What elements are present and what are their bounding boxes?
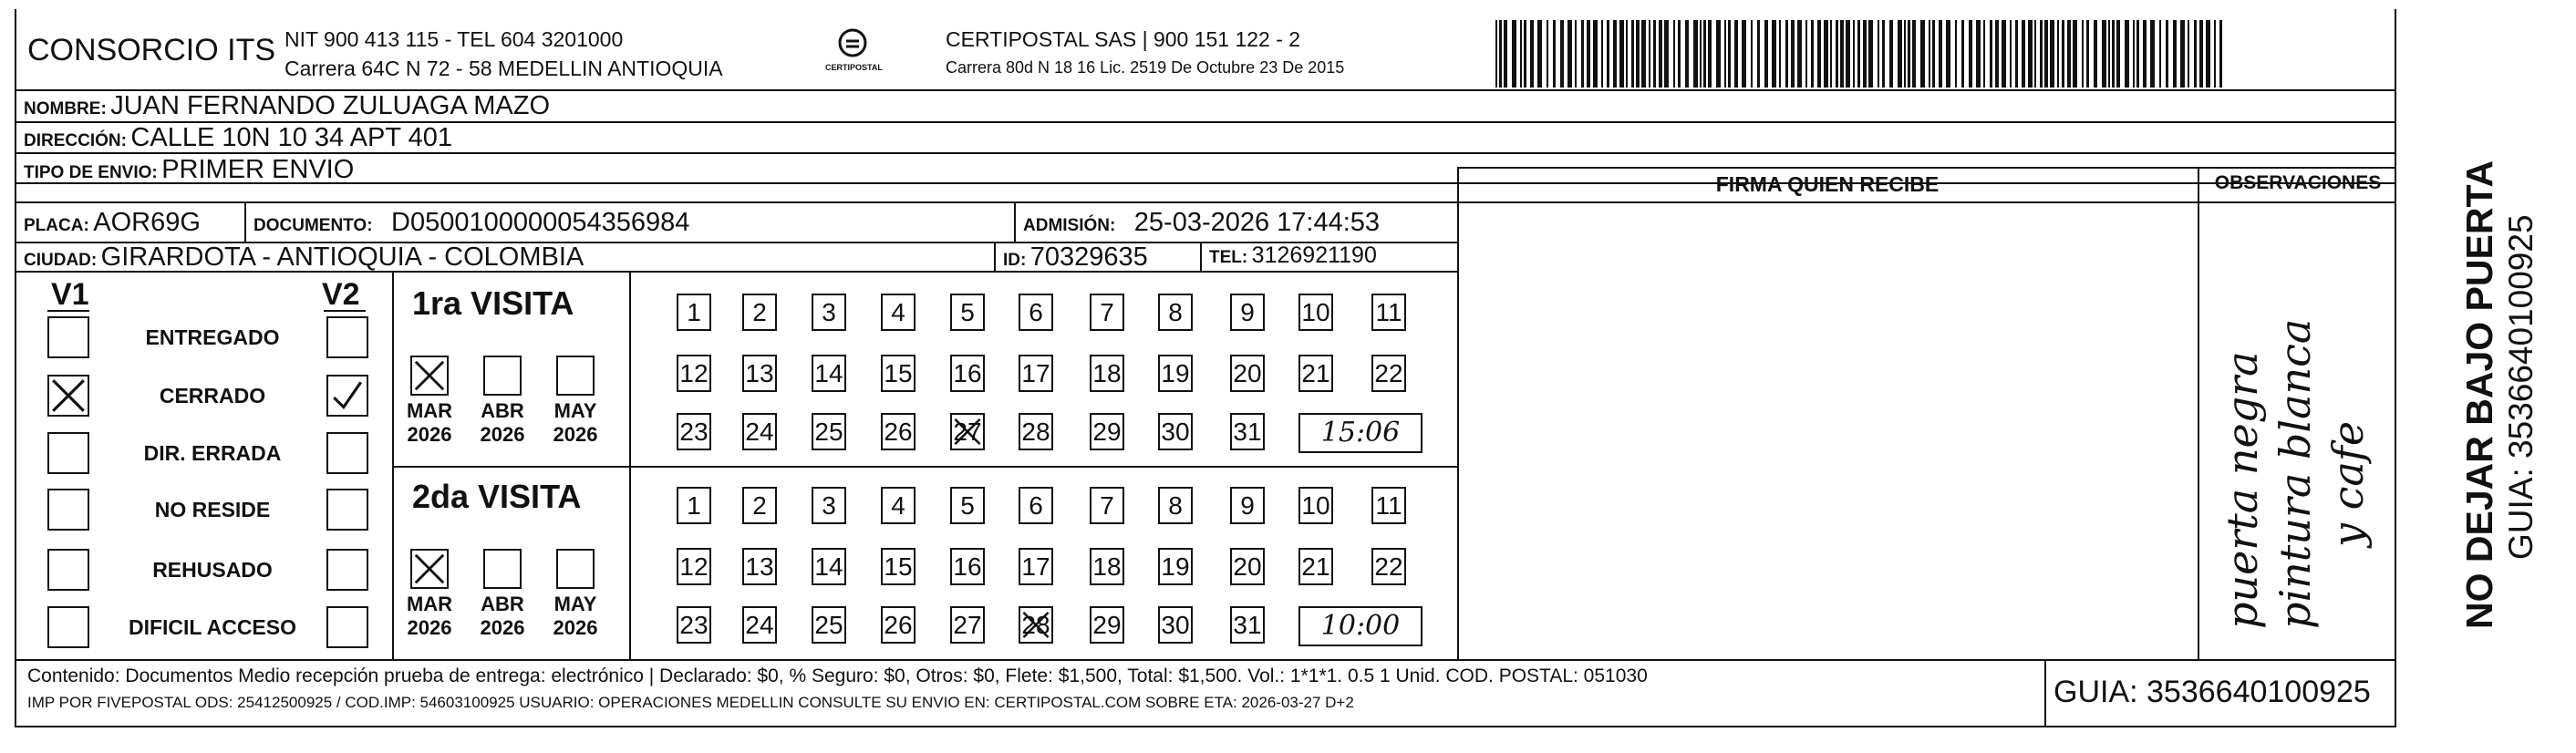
visit-2-time[interactable]: 10:00 bbox=[1298, 606, 1422, 646]
day-box[interactable]: 15 bbox=[881, 355, 916, 392]
barcode-bar bbox=[2062, 20, 2064, 88]
barcode-bar bbox=[1840, 20, 1844, 88]
company-address: Carrera 64C N 72 - 58 MEDELLIN ANTIOQUIA bbox=[284, 57, 723, 80]
day-mark bbox=[1020, 608, 1051, 642]
barcode-bar bbox=[1499, 20, 1502, 88]
id-label: ID: bbox=[1003, 251, 1027, 270]
day-box[interactable]: 25 bbox=[812, 413, 846, 450]
day-box[interactable]: 31 bbox=[1230, 606, 1265, 644]
barcode-bar bbox=[2094, 20, 2097, 88]
day-box[interactable]: 8 bbox=[1158, 487, 1193, 524]
barcode-bar bbox=[1929, 20, 1930, 88]
day-box[interactable]: 14 bbox=[812, 548, 846, 585]
barcode-bar bbox=[1932, 20, 1935, 88]
barcode-bar bbox=[1575, 20, 1577, 88]
barcode-bar bbox=[1868, 20, 1873, 88]
barcode-bar bbox=[2206, 20, 2210, 88]
day-box[interactable]: 3 bbox=[812, 294, 846, 331]
barcode-bar bbox=[1664, 20, 1669, 88]
month-year: 2026 bbox=[553, 616, 598, 639]
barcode-bar bbox=[1976, 20, 1981, 88]
month-year: 2026 bbox=[480, 423, 525, 446]
admission-label: ADMISIÓN: bbox=[1023, 216, 1116, 235]
barcode bbox=[1495, 20, 2225, 88]
month-name: ABR bbox=[481, 593, 524, 615]
barcode-bar bbox=[1703, 20, 1706, 88]
id-value: 70329635 bbox=[1029, 242, 1148, 272]
check-mark-icon bbox=[1020, 608, 1051, 642]
barcode-bar bbox=[2136, 20, 2139, 88]
status-v2-checkbox[interactable] bbox=[326, 375, 368, 417]
day-box[interactable]: 29 bbox=[1090, 606, 1124, 644]
day-box[interactable]: 19 bbox=[1158, 548, 1193, 585]
barcode-bar bbox=[1728, 20, 1731, 88]
barcode-bar bbox=[1659, 20, 1662, 88]
status-label: CERRADO bbox=[159, 384, 266, 407]
barcode-bar bbox=[2188, 20, 2189, 88]
day-box[interactable]: 30 bbox=[1158, 413, 1193, 450]
barcode-bar bbox=[1908, 20, 1910, 88]
barcode-bar bbox=[2108, 20, 2110, 88]
day-box[interactable]: 13 bbox=[742, 548, 777, 585]
day-box[interactable]: 16 bbox=[950, 355, 985, 392]
day-box[interactable]: 15 bbox=[881, 548, 916, 585]
day-box[interactable]: 18 bbox=[1090, 355, 1124, 392]
barcode-bar bbox=[2086, 20, 2089, 88]
day-box[interactable]: 29 bbox=[1090, 413, 1124, 450]
month-name: MAR bbox=[406, 399, 453, 422]
day-box[interactable]: 20 bbox=[1230, 548, 1265, 585]
company-name: CONSORCIO ITS bbox=[27, 33, 276, 67]
status-v2-checkbox[interactable] bbox=[326, 316, 368, 358]
company-nit: NIT 900 413 115 - TEL 604 3201000 bbox=[284, 27, 624, 51]
barcode-bar bbox=[1587, 20, 1590, 88]
logo-icon bbox=[837, 27, 868, 58]
barcode-bar bbox=[2050, 20, 2054, 88]
barcode-bar bbox=[2116, 20, 2120, 88]
status-label: REHUSADO bbox=[152, 558, 273, 582]
barcode-bar bbox=[2143, 20, 2147, 88]
plate-value: AOR69G bbox=[93, 208, 201, 237]
day-box[interactable]: 18 bbox=[1090, 548, 1124, 585]
barcode-bar bbox=[2180, 20, 2185, 88]
month-checkbox[interactable] bbox=[410, 356, 449, 396]
day-box[interactable]: 27 bbox=[950, 413, 985, 450]
barcode-bar bbox=[1626, 20, 1628, 88]
barcode-bar bbox=[1716, 20, 1721, 88]
admission-cell bbox=[1023, 208, 1380, 238]
status-v2-checkbox[interactable] bbox=[326, 549, 368, 591]
barcode-bar bbox=[2067, 20, 2071, 88]
barcode-bar bbox=[1846, 20, 1850, 88]
barcode-bar bbox=[1878, 20, 1879, 88]
footer-imp: IMP POR FIVEPOSTAL ODS: 25412500925 / COD.IMP: 54603100925 USUARIO: OPERACIONES MEDELLIN CONSULTE SU ENVIO EN: CERTIPOSTAL.COM SOBRE ETA: 2026-03-27 D+2 bbox=[27, 694, 1354, 711]
day-box[interactable]: 4 bbox=[881, 294, 916, 331]
month-name: MAY bbox=[553, 399, 597, 422]
obs-line-3: y cafe bbox=[2323, 420, 2373, 547]
barcode-bar bbox=[2159, 20, 2161, 88]
day-box[interactable]: 8 bbox=[1158, 294, 1193, 331]
month-year: 2026 bbox=[407, 423, 452, 446]
barcode-bar bbox=[1969, 20, 1972, 88]
month-label bbox=[543, 399, 607, 447]
barcode-bar bbox=[2112, 20, 2115, 88]
barcode-bar bbox=[1724, 20, 1726, 88]
day-box[interactable]: 16 bbox=[950, 548, 985, 585]
barcode-bar bbox=[1990, 20, 1992, 88]
barcode-bar bbox=[1512, 20, 1516, 88]
month-label bbox=[543, 593, 607, 640]
day-box[interactable]: 25 bbox=[812, 606, 846, 644]
barcode-bar bbox=[2219, 20, 2222, 88]
address-row bbox=[24, 123, 452, 153]
barcode-bar bbox=[1547, 20, 1548, 88]
barcode-bar bbox=[2044, 20, 2048, 88]
certipostal-logo bbox=[825, 27, 883, 72]
status-label: DIFICIL ACCESO bbox=[128, 615, 296, 639]
barcode-bar bbox=[1607, 20, 1609, 88]
obs-line-2: pintura blanca bbox=[2271, 318, 2320, 629]
day-box[interactable]: 6 bbox=[1019, 487, 1053, 524]
barcode-bar bbox=[1613, 20, 1617, 88]
status-v1-checkbox[interactable] bbox=[47, 606, 89, 648]
barcode-bar bbox=[1889, 20, 1893, 88]
barcode-bar bbox=[1882, 20, 1885, 88]
barcode-bar bbox=[1772, 20, 1776, 88]
barcode-bar bbox=[1700, 20, 1702, 88]
visit-1-time[interactable]: 15:06 bbox=[1298, 413, 1422, 453]
barcode-bar bbox=[2057, 20, 2059, 88]
day-box[interactable]: 17 bbox=[1019, 355, 1053, 392]
day-box[interactable]: 5 bbox=[950, 487, 985, 524]
signature-area[interactable] bbox=[1459, 202, 2196, 656]
day-box[interactable]: 10 bbox=[1298, 487, 1333, 524]
barcode-bar bbox=[1495, 20, 1497, 88]
barcode-bar bbox=[1553, 20, 1556, 88]
month-checkbox[interactable] bbox=[556, 549, 595, 589]
barcode-bar bbox=[2022, 20, 2025, 88]
status-v2-checkbox[interactable] bbox=[326, 489, 368, 531]
side-guide-number: GUIA: 3536640100925 bbox=[2502, 214, 2540, 560]
barcode-bar bbox=[1764, 20, 1768, 88]
day-box[interactable]: 28 bbox=[1019, 606, 1053, 644]
tel-value: 3126921190 bbox=[1251, 242, 1377, 268]
barcode-bar bbox=[1857, 20, 1860, 88]
barcode-bar bbox=[1961, 20, 1964, 88]
barcode-bar bbox=[2199, 20, 2203, 88]
month-checkbox[interactable] bbox=[410, 549, 449, 589]
tel-cell bbox=[1209, 242, 1377, 269]
status-v1-checkbox[interactable] bbox=[47, 316, 89, 358]
barcode-bar bbox=[1995, 20, 1999, 88]
barcode-bar bbox=[1805, 20, 1807, 88]
month-checkbox[interactable] bbox=[483, 356, 522, 396]
barcode-bar bbox=[1912, 20, 1916, 88]
day-box[interactable]: 1 bbox=[677, 294, 711, 331]
day-box[interactable]: 3 bbox=[812, 487, 846, 524]
day-box[interactable]: 5 bbox=[950, 294, 985, 331]
month-checkbox[interactable] bbox=[556, 356, 595, 396]
day-box[interactable]: 10 bbox=[1298, 294, 1333, 331]
barcode-bar bbox=[2028, 20, 2033, 88]
status-v1-checkbox[interactable] bbox=[47, 489, 89, 531]
barcode-bar bbox=[1955, 20, 1957, 88]
month-year: 2026 bbox=[480, 616, 525, 639]
courier-license: Carrera 80d N 18 16 Lic. 2519 De Octubre 23 De 2015 bbox=[946, 58, 1345, 77]
day-box[interactable]: 23 bbox=[677, 606, 711, 644]
status-v1-checkbox[interactable] bbox=[47, 375, 89, 417]
barcode-bar bbox=[2194, 20, 2197, 88]
day-box[interactable]: 20 bbox=[1230, 355, 1265, 392]
tel-label: TEL: bbox=[1209, 248, 1248, 267]
barcode-bar bbox=[1920, 20, 1925, 88]
plate-label: PLACA: bbox=[24, 216, 89, 235]
day-box[interactable]: 24 bbox=[742, 413, 777, 450]
day-box[interactable]: 31 bbox=[1230, 413, 1265, 450]
barcode-bar bbox=[2034, 20, 2036, 88]
barcode-bar bbox=[1678, 20, 1681, 88]
day-box[interactable]: 19 bbox=[1158, 355, 1193, 392]
barcode-bar bbox=[2150, 20, 2155, 88]
day-box[interactable]: 6 bbox=[1019, 294, 1053, 331]
document-value: D0500100000054356984 bbox=[391, 208, 690, 237]
month-name: ABR bbox=[481, 399, 524, 422]
barcode-bar bbox=[1939, 20, 1942, 88]
barcode-bar bbox=[1619, 20, 1624, 88]
footer-content: Contenido: Documentos Medio recepción prueba de entrega: electrónico | Declarado: $0, % Seguro: $0, Otros: $0, Flete: $1,500, Total: $1,500. Vol.: 1*1*1. 0.5 1 Unid. COD. POSTAL: 051030 bbox=[27, 665, 1648, 686]
barcode-bar bbox=[1560, 20, 1564, 88]
barcode-bar bbox=[1983, 20, 1985, 88]
admission-value: 25-03-2026 17:44:53 bbox=[1133, 208, 1381, 237]
check-mark-icon bbox=[412, 357, 447, 394]
barcode-bar bbox=[1673, 20, 1675, 88]
barcode-bar bbox=[1785, 20, 1788, 88]
barcode-bar bbox=[2015, 20, 2018, 88]
signature-header: FIRMA QUIEN RECIBE bbox=[1715, 172, 1940, 196]
document-label: DOCUMENTO: bbox=[253, 216, 373, 235]
barcode-bar bbox=[1631, 20, 1634, 88]
day-box[interactable]: 1 bbox=[677, 487, 711, 524]
day-box[interactable]: 2 bbox=[742, 294, 777, 331]
barcode-bar bbox=[1653, 20, 1656, 88]
check-mark-icon bbox=[328, 376, 367, 415]
day-box[interactable]: 28 bbox=[1019, 413, 1053, 450]
barcode-bar bbox=[1530, 20, 1534, 88]
barcode-bar bbox=[1524, 20, 1526, 88]
day-box[interactable]: 17 bbox=[1019, 548, 1053, 585]
barcode-bar bbox=[2214, 20, 2216, 88]
barcode-bar bbox=[1757, 20, 1760, 88]
visit-1-title: 1ra VISITA bbox=[412, 284, 574, 322]
barcode-bar bbox=[1636, 20, 1640, 88]
status-v1-checkbox[interactable] bbox=[47, 549, 89, 591]
day-box[interactable]: 21 bbox=[1298, 355, 1333, 392]
month-checkbox[interactable] bbox=[483, 549, 522, 589]
day-mark bbox=[952, 415, 983, 449]
obs-line-1: puerta negra bbox=[2218, 351, 2267, 629]
observations-handwriting bbox=[2216, 319, 2374, 629]
day-box[interactable]: 7 bbox=[1090, 294, 1124, 331]
day-box[interactable]: 14 bbox=[812, 355, 846, 392]
barcode-bar bbox=[1504, 20, 1507, 88]
day-box[interactable]: 9 bbox=[1230, 487, 1265, 524]
month-name: MAY bbox=[553, 593, 597, 615]
barcode-bar bbox=[1520, 20, 1522, 88]
barcode-bar bbox=[1824, 20, 1828, 88]
document-cell bbox=[253, 208, 689, 238]
barcode-bar bbox=[1649, 20, 1650, 88]
plate-cell bbox=[24, 208, 201, 238]
barcode-bar bbox=[1904, 20, 1906, 88]
month-label bbox=[471, 593, 534, 640]
barcode-bar bbox=[1811, 20, 1814, 88]
day-box[interactable]: 21 bbox=[1298, 548, 1333, 585]
barcode-bar bbox=[2102, 20, 2106, 88]
barcode-bar bbox=[2173, 20, 2177, 88]
barcode-bar bbox=[1685, 20, 1689, 88]
no-dejar-label: NO DEJAR BAJO PUERTA bbox=[2458, 160, 2500, 629]
barcode-bar bbox=[1593, 20, 1598, 88]
barcode-bar bbox=[1830, 20, 1832, 88]
name-label: NOMBRE: bbox=[24, 99, 107, 119]
barcode-bar bbox=[1946, 20, 1950, 88]
barcode-bar bbox=[2040, 20, 2043, 88]
type-label: TIPO DE ENVIO: bbox=[24, 163, 158, 182]
day-box[interactable]: 30 bbox=[1158, 606, 1193, 644]
city-value: GIRARDOTA - ANTIOQUIA - COLOMBIA bbox=[100, 242, 585, 272]
day-box[interactable]: 26 bbox=[881, 413, 916, 450]
visit-2-title: 2da VISITA bbox=[412, 478, 582, 515]
month-label bbox=[398, 593, 461, 640]
address-label: DIRECCIÓN: bbox=[24, 131, 127, 150]
day-box[interactable]: 9 bbox=[1230, 294, 1265, 331]
month-year: 2026 bbox=[407, 616, 452, 639]
barcode-bar bbox=[1537, 20, 1542, 88]
status-v2-checkbox[interactable] bbox=[326, 432, 368, 474]
logo-text: CERTIPOSTAL bbox=[825, 63, 883, 72]
barcode-bar bbox=[1797, 20, 1802, 88]
v1-label: V1 bbox=[51, 277, 89, 312]
recipient-address: CALLE 10N 10 34 APT 401 bbox=[130, 123, 452, 152]
barcode-bar bbox=[1817, 20, 1821, 88]
month-label bbox=[398, 399, 461, 447]
day-box[interactable]: 22 bbox=[1371, 355, 1406, 392]
observations-header: OBSERVACIONES bbox=[2214, 172, 2382, 193]
barcode-bar bbox=[1853, 20, 1855, 88]
shipment-type: PRIMER ENVIO bbox=[161, 155, 355, 184]
day-box[interactable]: 13 bbox=[742, 355, 777, 392]
barcode-bar bbox=[1863, 20, 1867, 88]
day-box[interactable]: 23 bbox=[677, 413, 711, 450]
check-mark-icon bbox=[952, 415, 983, 449]
barcode-bar bbox=[2002, 20, 2006, 88]
barcode-bar bbox=[1779, 20, 1781, 88]
barcode-bar bbox=[1751, 20, 1753, 88]
day-box[interactable]: 12 bbox=[677, 548, 711, 585]
footer-guide: GUIA: 3536640100925 bbox=[2054, 675, 2371, 709]
day-box[interactable]: 2 bbox=[742, 487, 777, 524]
barcode-bar bbox=[1742, 20, 1746, 88]
day-box[interactable]: 26 bbox=[881, 606, 916, 644]
recipient-name: JUAN FERNANDO ZULUAGA MAZO bbox=[110, 91, 551, 120]
day-box[interactable]: 11 bbox=[1371, 487, 1406, 524]
barcode-bar bbox=[1708, 20, 1712, 88]
month-name: MAR bbox=[406, 593, 453, 615]
barcode-bar bbox=[1836, 20, 1838, 88]
id-cell bbox=[1003, 242, 1148, 273]
barcode-bar bbox=[1693, 20, 1698, 88]
barcode-bar bbox=[1791, 20, 1795, 88]
barcode-bar bbox=[2010, 20, 2012, 88]
barcode-bar bbox=[2166, 20, 2168, 88]
check-mark-icon bbox=[49, 376, 88, 415]
day-box[interactable]: 7 bbox=[1090, 487, 1124, 524]
barcode-bar bbox=[1898, 20, 1902, 88]
barcode-bar bbox=[2133, 20, 2135, 88]
city-label: CIUDAD: bbox=[24, 251, 98, 270]
day-box[interactable]: 11 bbox=[1371, 294, 1406, 331]
barcode-bar bbox=[1641, 20, 1646, 88]
type-row bbox=[24, 155, 354, 185]
courier-name: CERTIPOSTAL SAS | 900 151 122 - 2 bbox=[946, 27, 1301, 51]
month-year: 2026 bbox=[553, 423, 598, 446]
day-box[interactable]: 4 bbox=[881, 487, 916, 524]
day-box[interactable]: 27 bbox=[950, 606, 985, 644]
name-row bbox=[24, 91, 550, 121]
check-mark-icon bbox=[412, 551, 447, 587]
day-box[interactable]: 24 bbox=[742, 606, 777, 644]
barcode-bar bbox=[1734, 20, 1738, 88]
v2-label: V2 bbox=[322, 277, 360, 312]
day-box[interactable]: 22 bbox=[1371, 548, 1406, 585]
barcode-bar bbox=[2073, 20, 2077, 88]
barcode-bar bbox=[1581, 20, 1584, 88]
status-label: DIR. ERRADA bbox=[143, 441, 282, 465]
status-label: ENTREGADO bbox=[145, 325, 280, 349]
barcode-bar bbox=[2082, 20, 2084, 88]
status-v1-checkbox[interactable] bbox=[47, 432, 89, 474]
barcode-bar bbox=[2125, 20, 2129, 88]
barcode-bar bbox=[1601, 20, 1603, 88]
month-label bbox=[471, 399, 534, 447]
status-v2-checkbox[interactable] bbox=[326, 606, 368, 648]
barcode-bar bbox=[1567, 20, 1572, 88]
day-box[interactable]: 12 bbox=[677, 355, 711, 392]
status-label: NO RESIDE bbox=[154, 498, 271, 521]
city-cell bbox=[24, 242, 584, 273]
